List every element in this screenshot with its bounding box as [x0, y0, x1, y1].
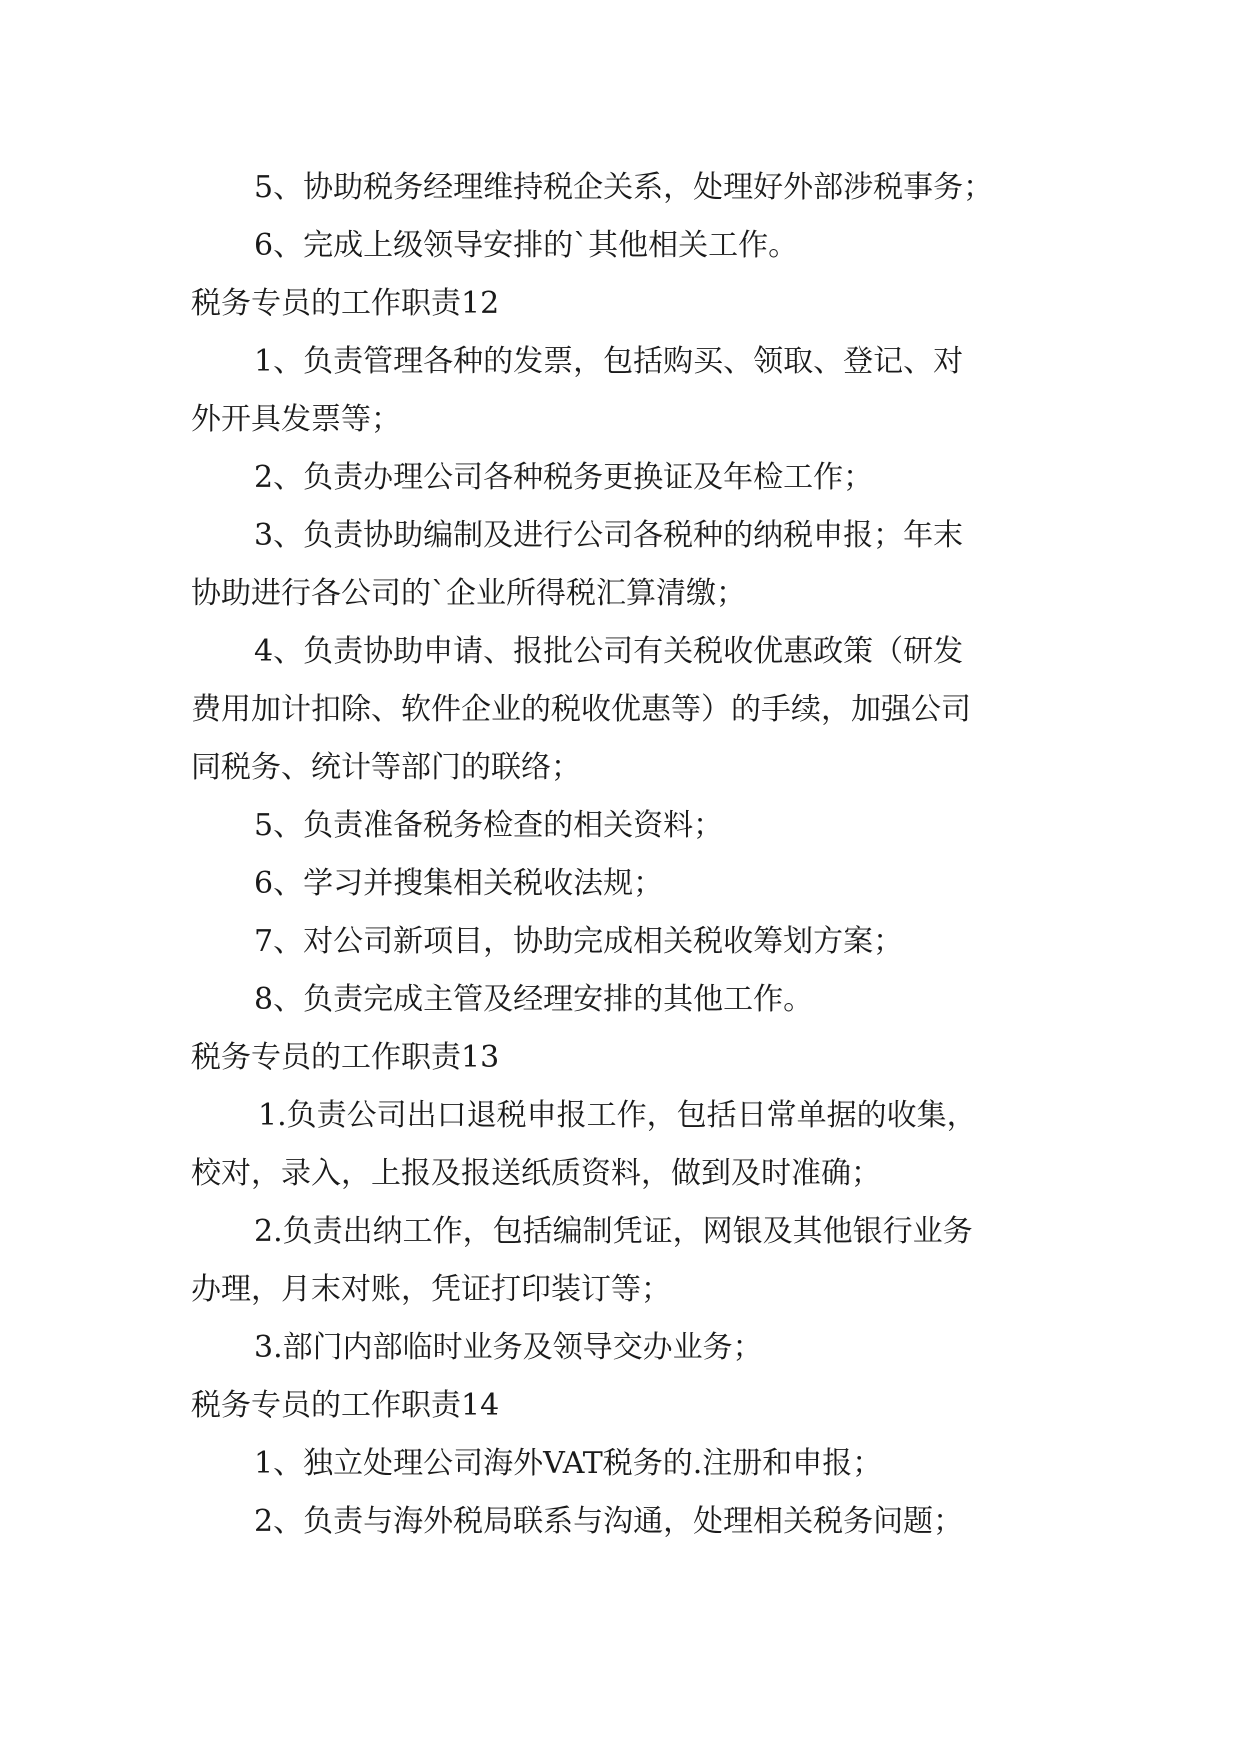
paragraph-line: 3.部门内部临时业务及领导交办业务； — [254, 1330, 763, 1365]
paragraph-line: 6、学习并搜集相关税收法规； — [254, 866, 664, 901]
section-heading: 税务专员的工作职责14 — [191, 1388, 500, 1423]
paragraph-line: 7、对公司新项目，协助完成相关税收筹划方案； — [254, 924, 904, 959]
paragraph-line: 1、独立处理公司海外VAT税务的.注册和申报； — [254, 1446, 883, 1481]
paragraph-line: 6、完成上级领导安排的`其他相关工作。 — [254, 228, 799, 263]
paragraph-line: 同税务、统计等部门的联络； — [191, 750, 581, 785]
section-heading: 税务专员的工作职责12 — [191, 286, 500, 321]
paragraph-line: 协助进行各公司的`企业所得税汇算清缴； — [191, 576, 746, 611]
paragraph-line: 校对，录入，上报及报送纸质资料，做到及时准确； — [191, 1156, 881, 1191]
paragraph-line: 1.负责公司出口退税申报工作，包括日常单据的收集， — [258, 1098, 977, 1133]
paragraph-line: 2、负责办理公司各种税务更换证及年检工作； — [254, 460, 874, 495]
paragraph-line: 1、负责管理各种的发票，包括购买、领取、登记、对 — [254, 344, 964, 379]
paragraph-line: 办理，月末对账，凭证打印装订等； — [191, 1272, 671, 1307]
paragraph-line: 费用加计扣除、软件企业的税收优惠等）的手续，加强公司 — [191, 692, 971, 727]
paragraph-line: 5、协助税务经理维持税企关系，处理好外部涉税事务； — [254, 170, 994, 205]
paragraph-line: 外开具发票等； — [191, 402, 401, 437]
paragraph-line: 3、负责协助编制及进行公司各税种的纳税申报；年末 — [254, 518, 964, 553]
paragraph-line: 8、负责完成主管及经理安排的其他工作。 — [254, 982, 814, 1017]
section-heading: 税务专员的工作职责13 — [191, 1040, 500, 1075]
paragraph-line: 5、负责准备税务检查的相关资料； — [254, 808, 724, 843]
paragraph-line: 2.负责出纳工作，包括编制凭证，网银及其他银行业务 — [254, 1214, 973, 1249]
paragraph-line: 2、负责与海外税局联系与沟通，处理相关税务问题； — [254, 1504, 964, 1539]
paragraph-line: 4、负责协助申请、报批公司有关税收优惠政策（研发 — [254, 634, 964, 669]
